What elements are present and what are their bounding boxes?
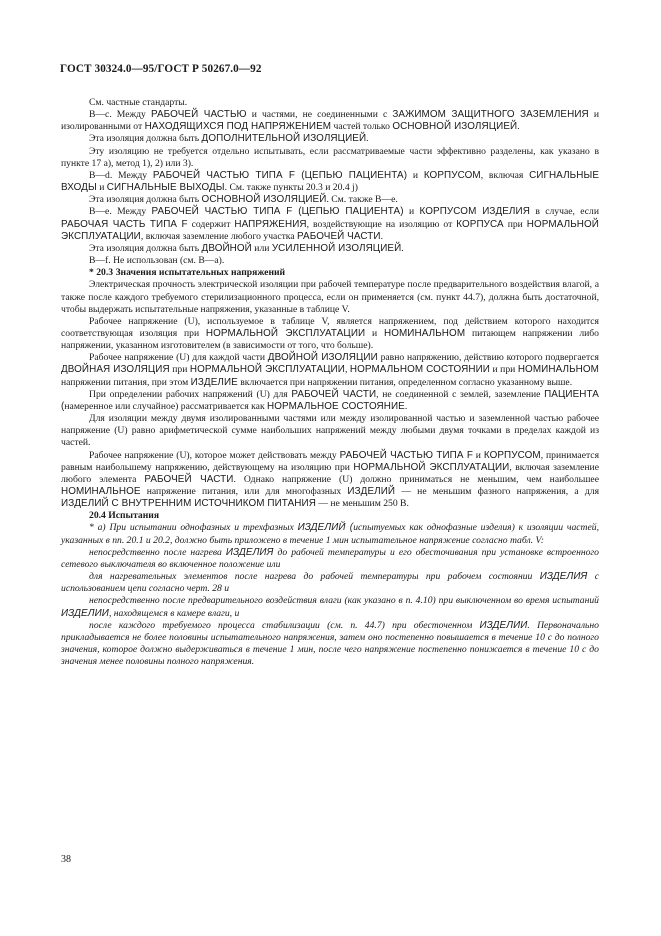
paragraph: после каждого требуемого процесса стабилизации (см. п. 44.7) при обесточенном ИЗДЕЛИИ. Первоначально прикладывается не более половины испытательного напряжения, затем оно постепенно повышается в течение 10 с до полного значения, которое должно выдерживаться в течение 1 мин, после чего напряжение постепенно понижается в течение 10 с до значения менее половины полного напряжения. bbox=[61, 619, 599, 668]
page-header-standard-title: ГОСТ 30324.0—95/ГОСТ Р 50267.0—92 bbox=[60, 63, 262, 75]
paragraph: При определении рабочих напряжений (U) для РАБОЧЕЙ ЧАСТИ, не соединенной с землей, заземление ПАЦИЕНТА (намеренное или случайное) рассматривается как НОРМАЛЬНОЕ СОСТОЯНИЕ. bbox=[61, 388, 599, 412]
paragraph: для нагревательных элементов после нагрева до рабочей температуры при рабочем состоянии ИЗДЕЛИЯ с использованием цепи согласно черт. 28 и bbox=[61, 571, 599, 595]
paragraph: Для изоляции между двумя изолированными частями или между изолированной частью и заземленной частью рабочее напряжение (U) равно арифметической сумме наибольших напряжений между любыми двумя точками в пределах каждой из частей. bbox=[61, 413, 599, 449]
paragraph: непосредственно после предварительного воздействия влаги (как указано в п. 4.10) при выключенном во время испытаний ИЗДЕЛИИ, находящемся в камере влаги, и bbox=[61, 595, 599, 619]
paragraph: Рабочее напряжение (U), которое может действовать между РАБОЧЕЙ ЧАСТЬЮ ТИПА F и КОРПУСОМ, принимается равным наибольшему напряжению, действующему на изоляцию при НОРМАЛЬНОЙ ЭКСПЛУАТАЦИИ, включая заземление любого элемента РАБОЧЕЙ ЧАСТИ. Однако напряжение (U) должно приниматься не меньшим, чем наибольшее НОМИНАЛЬНОЕ напряжение питания, или для многофазных ИЗДЕЛИЙ — не меньшим фазного напряжения, а для ИЗДЕЛИЙ С ВНУТРЕННИМ ИСТОЧНИКОМ ПИТАНИЯ — не меньшим 250 В. bbox=[61, 449, 600, 510]
paragraph: В—d. Между РАБОЧЕЙ ЧАСТЬЮ ТИПА F (ЦЕПЬЮ ПАЦИЕНТА) и КОРПУСОМ, включая СИГНАЛЬНЫЕ ВХОДЫ и СИГНАЛЬНЫЕ ВЫХОДЫ. См. также пункты 20.3 и 20.4 j) bbox=[61, 169, 600, 194]
paragraph: Электрическая прочность электрической изоляции при рабочей температуре после предварительного воздействия влагой, а также после каждого требуемого стерилизационного процесса, если он применяется (см. пункт 44.7), должна быть достаточной, чтобы выдержать испытательные напряжения, указанные в таблице V. bbox=[61, 279, 599, 315]
page-number: 38 bbox=[61, 854, 71, 865]
section-heading: 20.4 Испытания bbox=[89, 510, 160, 522]
paragraph: Эта изоляция должна быть ДВОЙНОЙ или УСИЛЕННОЙ ИЗОЛЯЦИЕЙ. bbox=[89, 242, 404, 254]
paragraph: * а) При испытании однофазных и трехфазных ИЗДЕЛИЙ (испытуемых как однофазные изделия) к изоляции частей, указанных в пп. 20.1 и 20.2, должно быть приложено в течение 1 мин испытательное напряжение согласно табл. V: bbox=[61, 522, 599, 546]
paragraph: См. частные стандарты. bbox=[89, 97, 188, 108]
paragraph: В—f. Не использован (см. В—а). bbox=[89, 255, 225, 267]
paragraph: В—с. Между РАБОЧЕЙ ЧАСТЬЮ и частями, не соединенными с ЗАЖИМОМ ЗАЩИТНОГО ЗАЗЕМЛЕНИЯ и изолированными от НАХОДЯЩИХСЯ ПОД НАПРЯЖЕНИЕМ частей только ОСНОВНОЙ ИЗОЛЯЦИЕЙ. bbox=[61, 109, 600, 133]
section-heading: * 20.3 Значения испытательных напряжений bbox=[89, 267, 286, 279]
paragraph: Рабочее напряжение (U), используемое в таблице V, является напряжением, под действием которого находится соответствующая изоляция при НОРМАЛЬНОЙ ЭКСПЛУАТАЦИИ и НОМИНАЛЬНОМ питающем напряжении либо напряжении, указанном изготовителем (в зависимости от того, что больше). bbox=[61, 315, 599, 352]
paragraph: Эта изоляция должна быть ОСНОВНОЙ ИЗОЛЯЦИЕЙ. См. также В—е. bbox=[89, 194, 398, 206]
paragraph: Эта изоляция должна быть ДОПОЛНИТЕЛЬНОЙ ИЗОЛЯЦИЕЙ. bbox=[89, 133, 369, 145]
paragraph: В—е. Между РАБОЧЕЙ ЧАСТЬЮ ТИПА F (ЦЕПЬЮ ПАЦИЕНТА) и КОРПУСОМ ИЗДЕЛИЯ в случае, если РАБОЧАЯ ЧАСТЬ ТИПА F содержит НАПРЯЖЕНИЯ, воздействующие на изоляцию от КОРПУСА при НОРМАЛЬНОЙ ЭКСПЛУАТАЦИИ, включая заземление любого участка РАБОЧЕЙ ЧАСТИ. bbox=[61, 206, 599, 242]
paragraph: Эту изоляцию не требуется отдельно испытывать, если рассматриваемые части эффективно разделены, как указано в пункте 17 а), метод 1), 2) или 3). bbox=[61, 145, 599, 169]
document-body bbox=[61, 97, 599, 668]
paragraph: непосредственно после нагрева ИЗДЕЛИЯ до рабочей температуры и его обесточивания при установке встроенного сетевого выключателя во включенное положение или bbox=[61, 546, 599, 570]
paragraph: Рабочее напряжение (U) для каждой части ДВОЙНОЙ ИЗОЛЯЦИИ равно напряжению, действию которого подвергается ДВОЙНАЯ ИЗОЛЯЦИЯ при НОРМАЛЬНОЙ ЭКСПЛУАТАЦИИ, НОРМАЛЬНОМ СОСТОЯНИИ и при НОМИНАЛЬНОМ напряжении питания, при этом ИЗДЕЛИЕ включается при напряжении питания, определенном согласно указанному выше. bbox=[61, 352, 599, 388]
